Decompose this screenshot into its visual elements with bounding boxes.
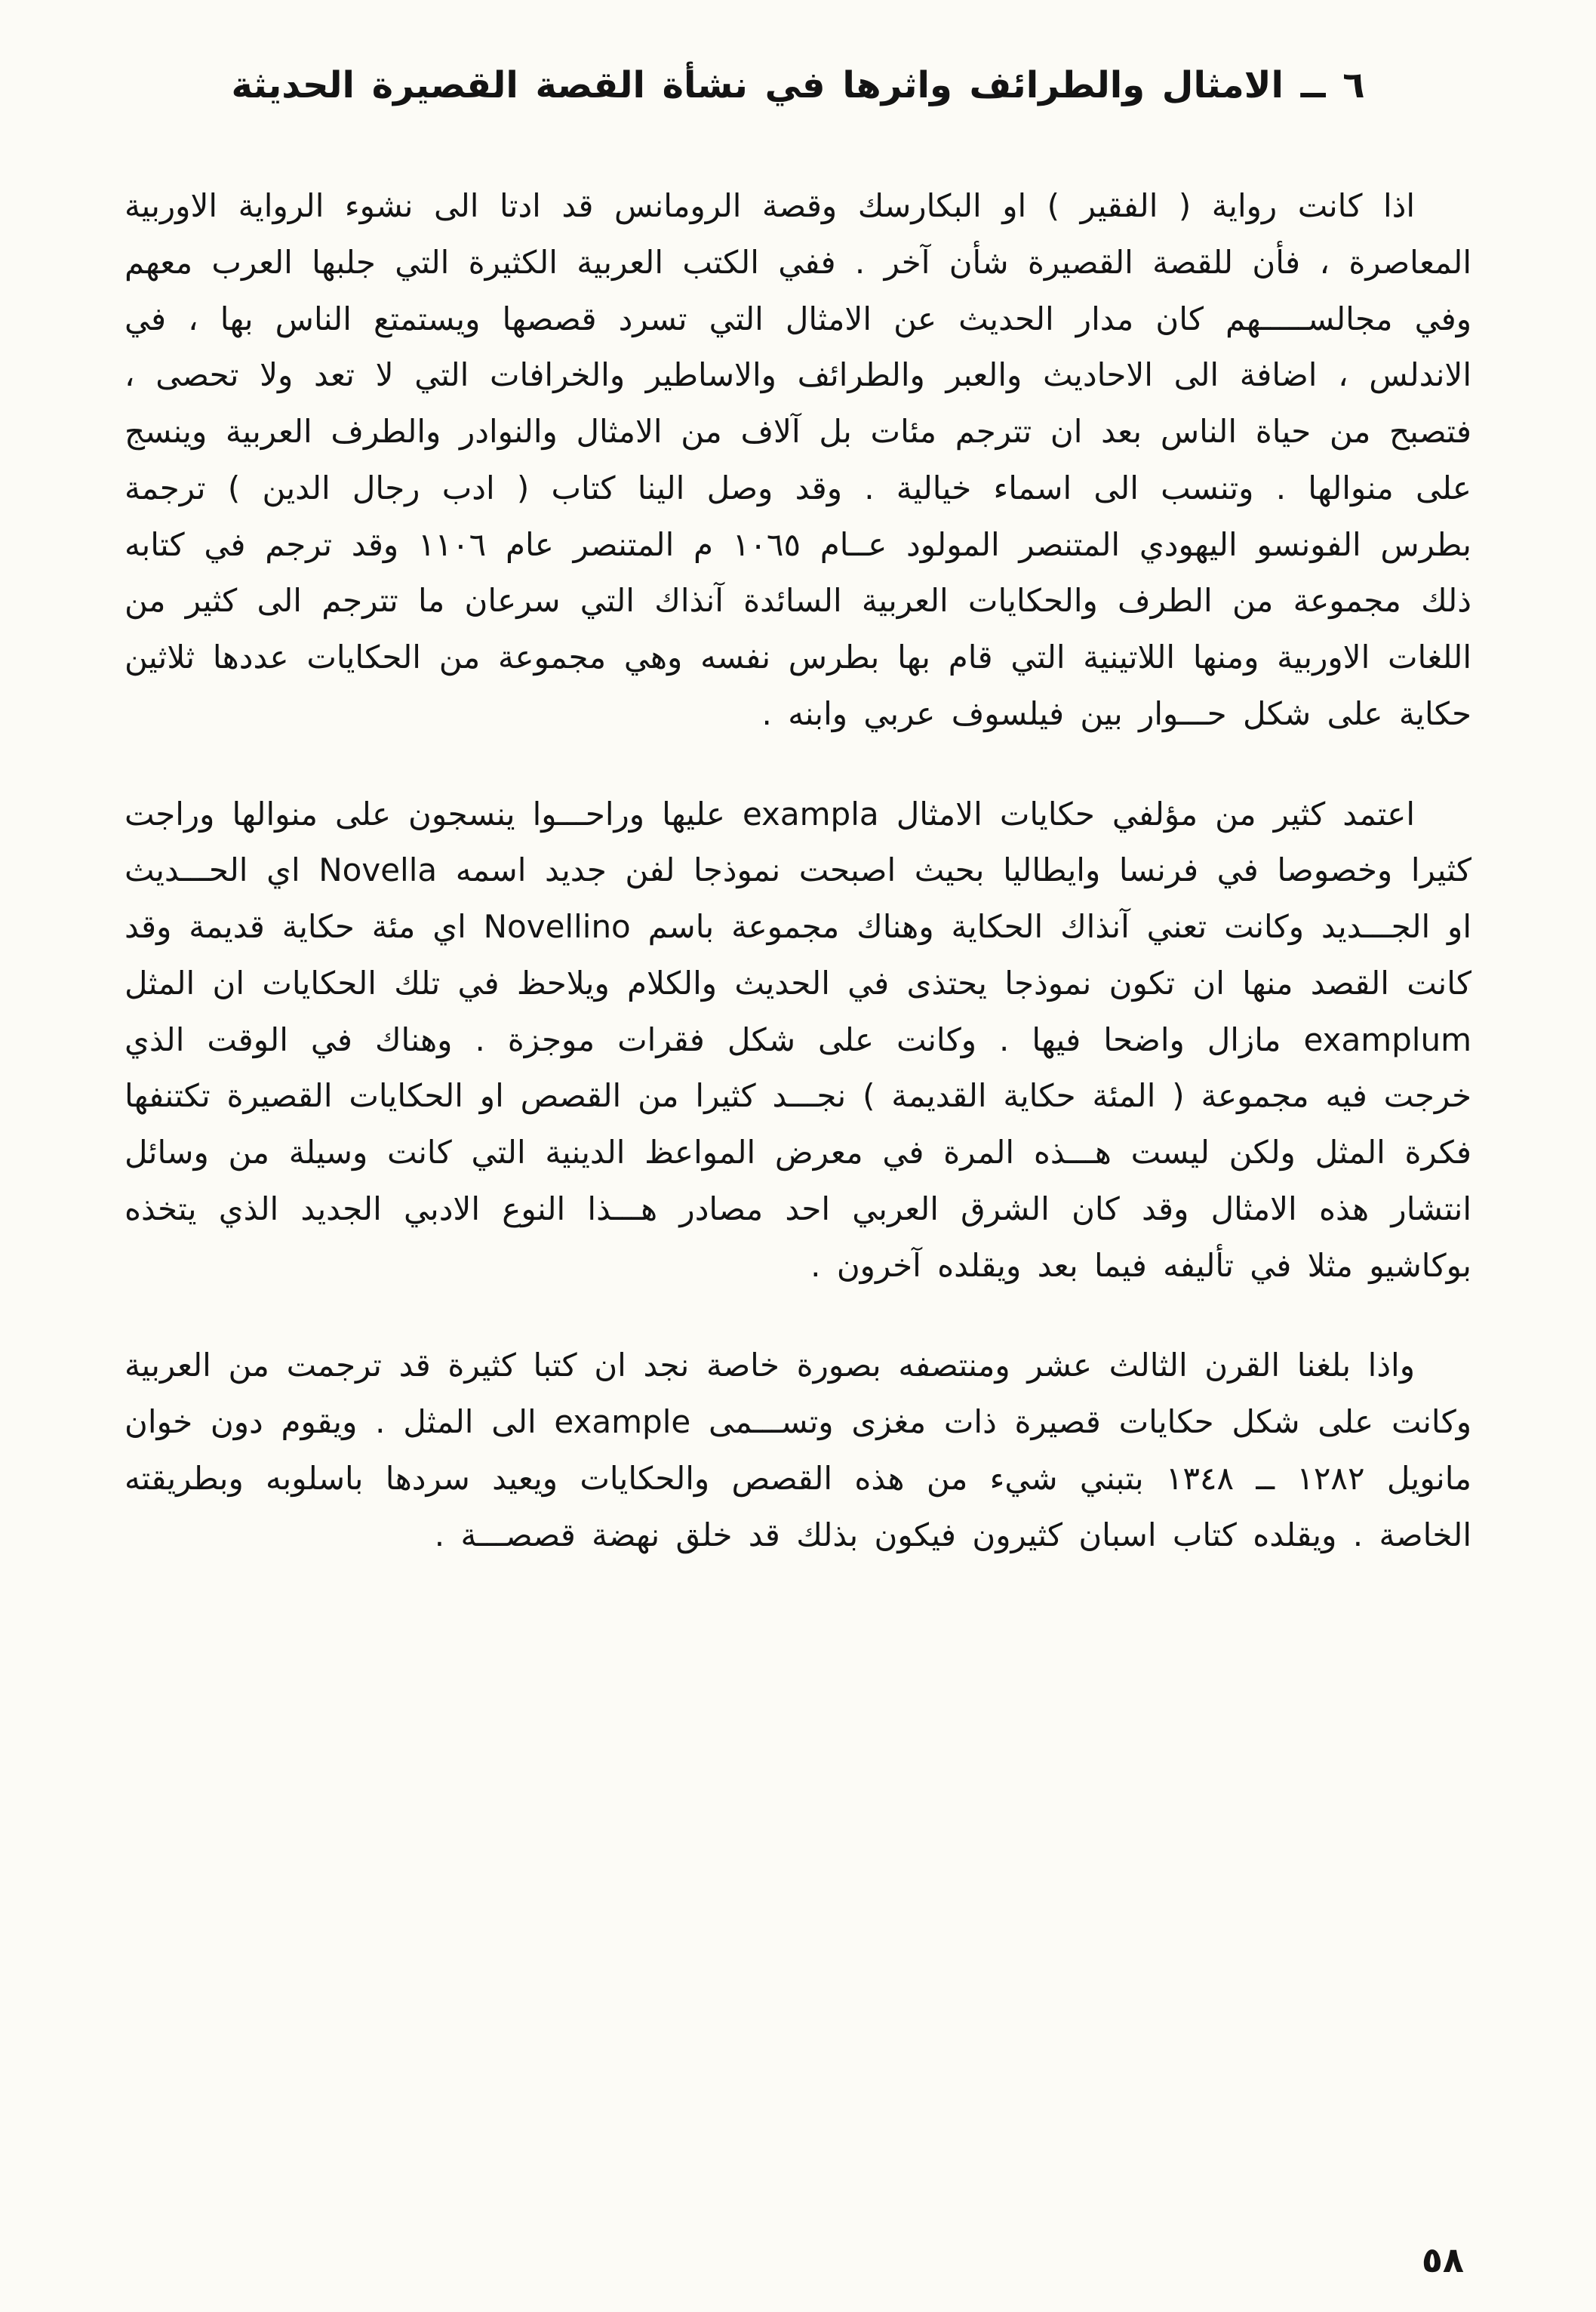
paragraph-3: واذا بلغنا القرن الثالث عشر ومنتصفه بصورة خاصة نجد ان كتبا كثيرة قد ترجمت من العربية وكانت على شكل حكايات قصيرة ذات مغزى وتســـمى example الى المثل . ويقوم دون خوان مانويل ١٢٨٢ ــ ١٣٤٨ بتبني شيء من هذه القصص والحكايات ويعيد سردها باسلوبه وبطريقته الخاصة . ويقلده كتاب اسبان كثيرون فيكون بذلك قد خلق نهضة قصصـــة . <box>125 1347 1472 1553</box>
page-number: ٥٨ <box>1421 2240 1464 2280</box>
paragraph-2: اعتمد كثير من مؤلفي حكايات الامثال exampla عليها وراحـــوا ينسجون على منوالها وراجت كثيرا وخصوصا في فرنسا وايطاليا بحيث اصبحت نموذجا لفن جديد اسمه Novella اي الحـــديث او الجـــديد وكانت تعني آنذاك الحكاية وهناك مجموعة باسم Novellino اي مئة حكاية قديمة وقد كانت القصد منها ان تكون نموذجا يحتذى في الحديث والكلام ويلاحظ في تلك الحكايات ان المثل examplum مازال واضحا فيها . وكانت على شكل فقرات موجزة . وهناك في الوقت الذي خرجت فيه مجموعة ( المئة حكاية القديمة ) نجـــد كثيرا من القصص او الحكايات القصيرة تكتنفها فكرة المثل ولكن ليست هـــذه المرة في معرض المواعظ الدينية التي كانت وسيلة من وسائل انتشار هذه الامثال وقد كان الشرق العربي احد مصادر هـــذا النوع الادبي الجديد الذي يتخذه بوكاشيو مثلا في تأليفه فيما بعد ويقلده آخرون . <box>125 795 1471 1284</box>
paragraph-1: اذا كانت رواية ( الفقير ) او البكارسك وقصة الرومانس قد ادتا الى نشوء الرواية الاوربية المعاصرة ، فأن للقصة القصيرة شأن آخر . ففي الكتب العربية الكثيرة التي جلبها العرب معهم وفي مجالســـــهم كان مدار الحديث عن الامثال التي تسرد قصصها ويستمتع الناس بها ، في الاندلس ، اضافة الى الاحاديث والعبر والطرائف والاساطير والخرافات التي لا تعد ولا تحصى ، فتصبح من حياة الناس بعد ان تترجم مئات بل آلاف من الامثال والنوادر والطرف العربية وينسج على منوالها . وتنسب الى اسماء خيالية . وقد وصل الينا كتاب ( ادب رجال الدين ) ترجمة بطرس الفونسو اليهودي المتنصر المولود عــام ١٠٦٥ م المتنصر عام ١١٠٦ وقد ترجم في كتابه ذلك مجموعة من الطرف والحكايات العربية السائدة آنذاك التي سرعان ما تترجم الى كثير من اللغات الاوربية ومنها اللاتينية التي قام بها بطرس نفسه وهي مجموعة من الحكايات عددها ثلاثين حكاية على شكل حـــوار بين فيلسوف عربي وابنه . <box>125 187 1471 732</box>
page-title: ٦ ــ الامثال والطرائف واثرها في نشأة القصة القصيرة الحديثة <box>231 64 1365 106</box>
